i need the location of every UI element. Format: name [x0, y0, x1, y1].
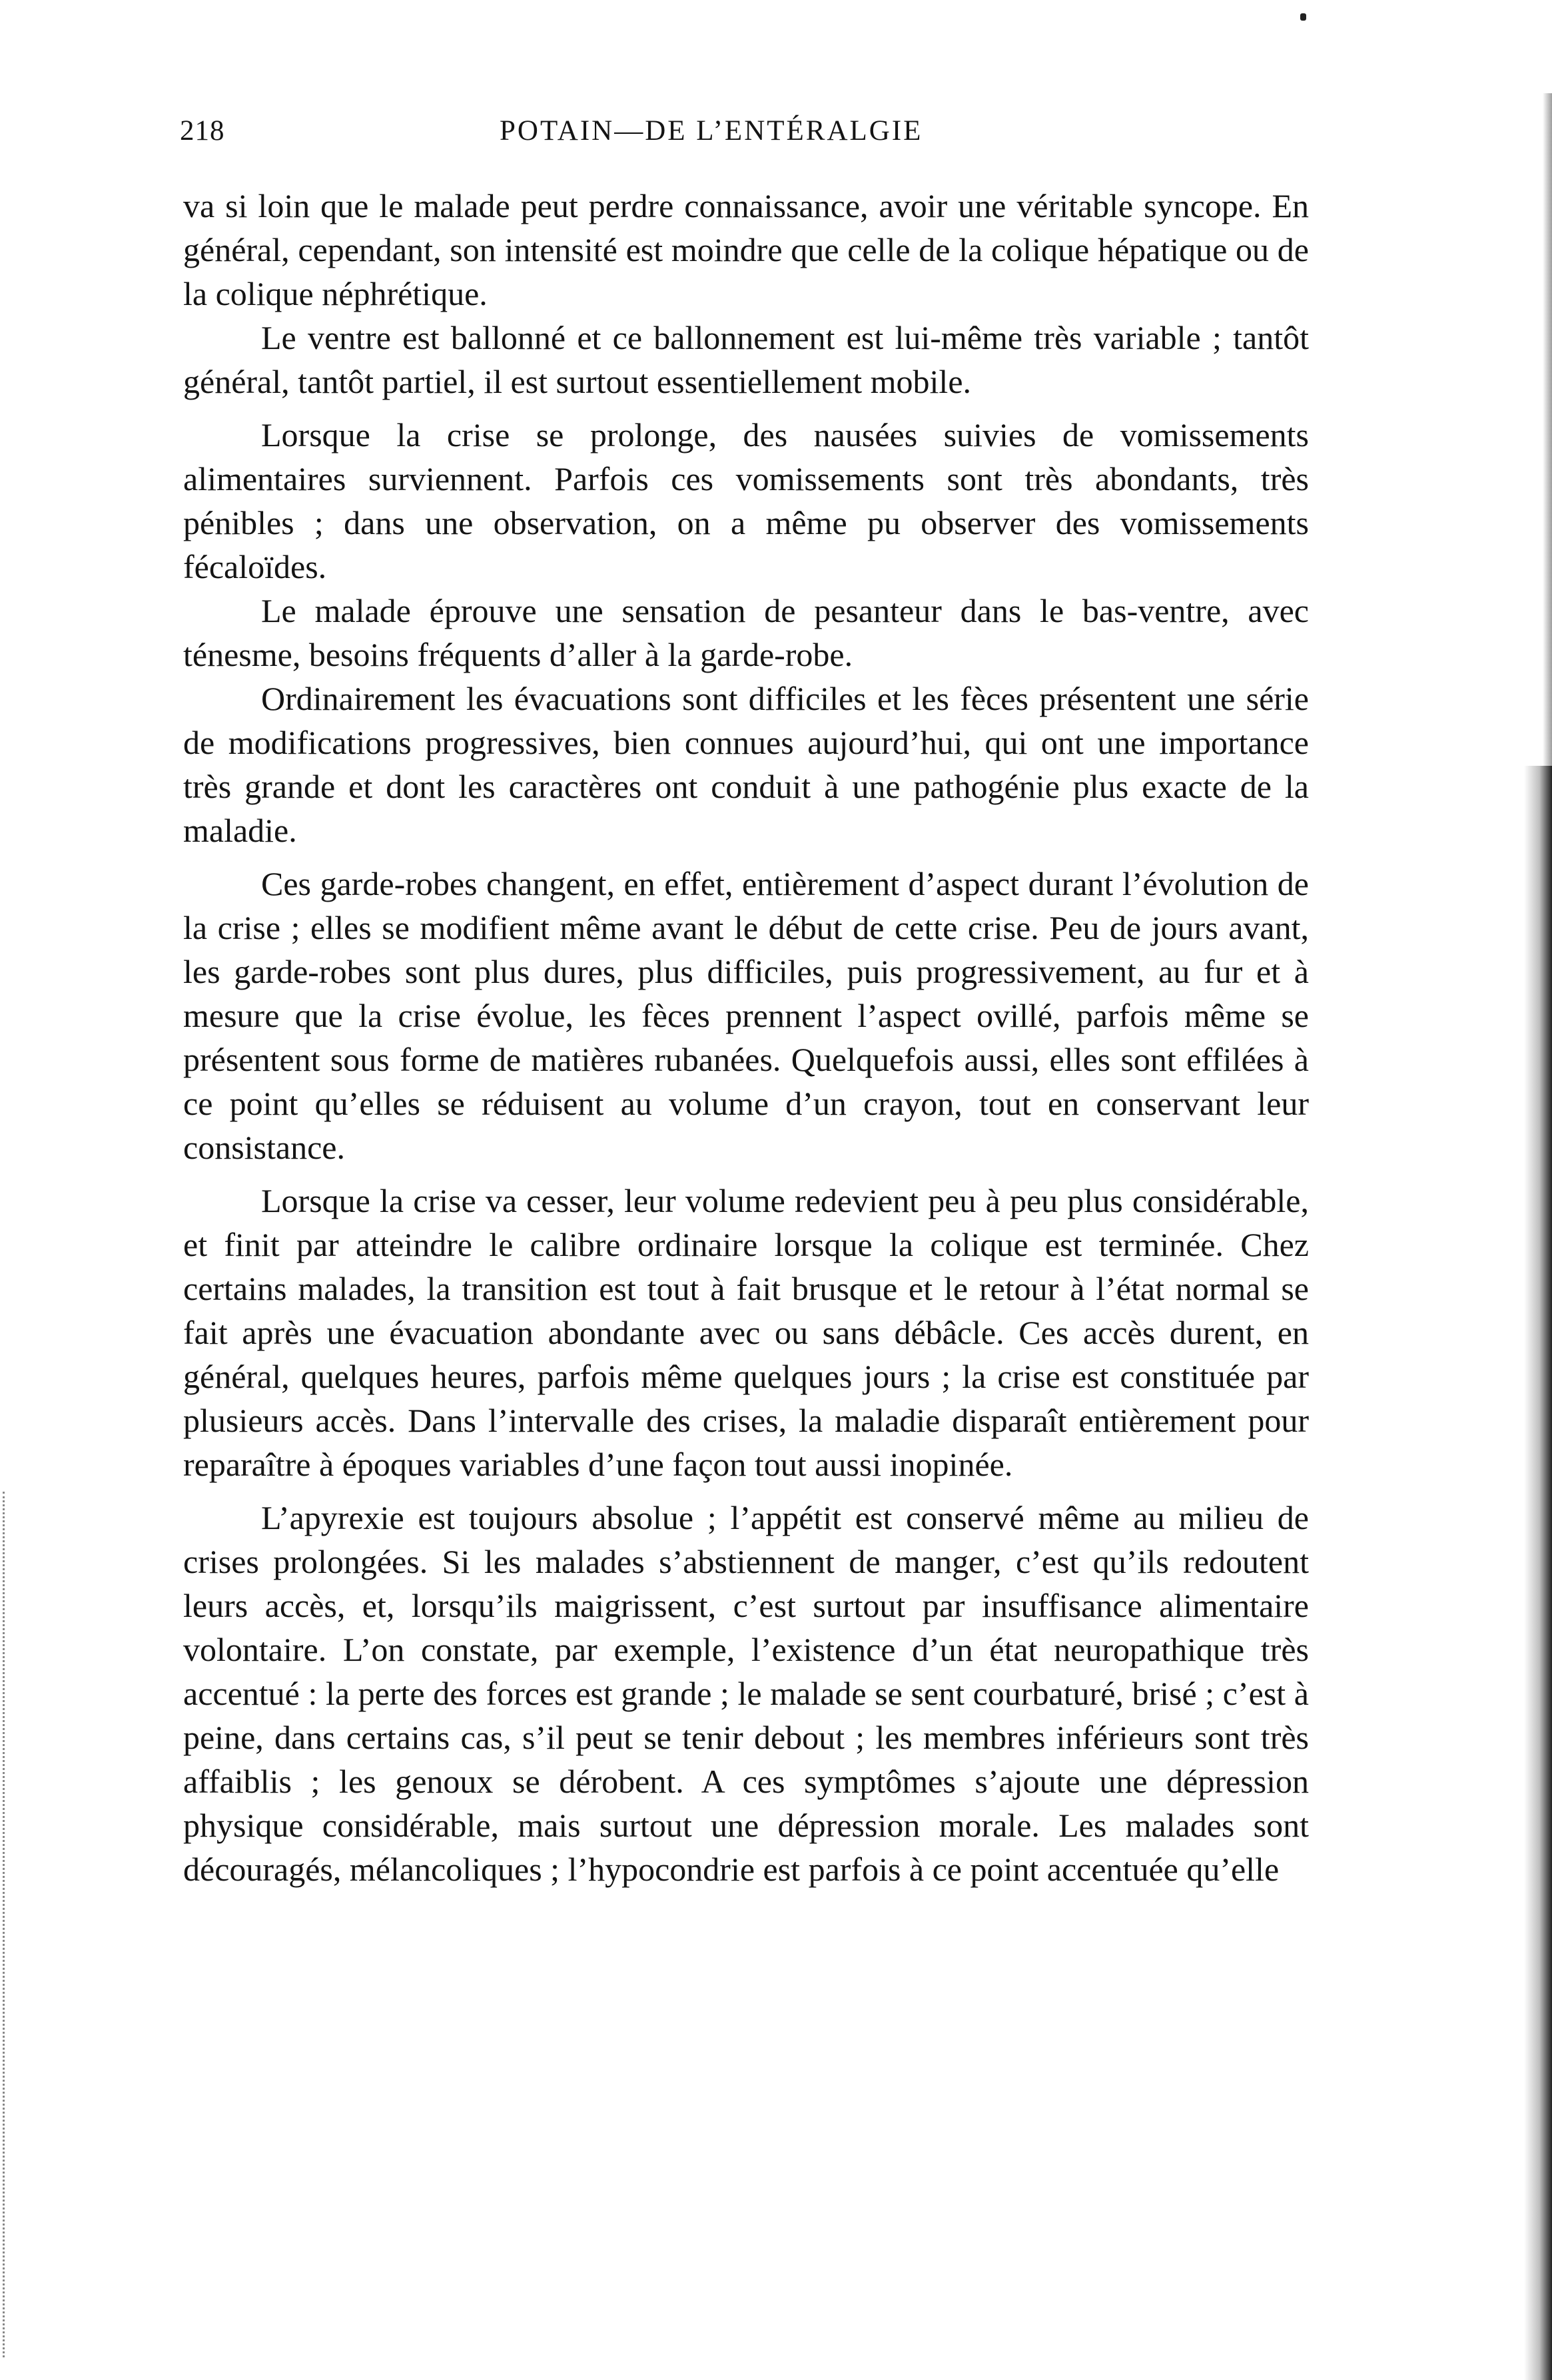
paragraph: va si loin que le malade peut perdre connaissance, avoir une véritable syncope. En général, cependant, son intensité est moindre que celle de la colique hépatique ou de la colique néphrétique. — [183, 187, 1309, 312]
body-text — [183, 184, 1309, 1891]
paragraph: Lorsque la crise va cesser, leur volume redevient peu à peu plus considérable, et finit par atteindre le calibre ordinaire lorsque la colique est terminée. Chez certains malades, la transition est tout à fait brusque et le retour à l’état normal se fait après une évacuation abondante avec ou sans débâcle. Ces accès durent, en général, quelques heures, parfois même quelques jours ; la crise est constituée par plusieurs accès. Dans l’intervalle des crises, la maladie disparaît entièrement pour reparaître à époques variables d’une façon tout aussi inopinée. — [183, 1182, 1309, 1483]
paragraph: Ces garde-robes changent, en effet, entièrement d’aspect durant l’évolution de la crise ; elles se modifient même avant le début de cette crise. Peu de jours avant, les garde-robes sont plus dures, plus difficiles, puis progressivement, au fur et à mesure que la crise évolue, les fèces prennent l’aspect ovillé, parfois même se présentent sous forme de matières rubanées. Quelquefois aussi, elles sont effilées à ce point qu’elles se réduisent au volume d’un crayon, tout en conservant leur consistance. — [183, 865, 1309, 1166]
running-head — [180, 115, 1311, 161]
page-edge-shadow — [1524, 766, 1552, 2380]
running-title: POTAIN—DE L’ENTÉRALGIE — [500, 115, 923, 147]
page-number: 218 — [180, 115, 225, 147]
paragraph: Le malade éprouve une sensation de pesanteur dans le bas-ventre, avec ténesme, besoins fréquents d’aller à la garde-robe. — [183, 592, 1309, 673]
page-edge-shadow-upper — [1543, 93, 1552, 766]
paragraph: Ordinairement les évacuations sont difficiles et les fèces présentent une série de modifications progressives, bien connues aujourd’hui, qui ont une importance très grande et dont les caractères ont conduit à une pathogénie plus exacte de la maladie. — [183, 680, 1309, 849]
ink-speck — [1300, 13, 1306, 21]
paragraph: Le ventre est ballonné et ce ballonnement est lui-même très variable ; tantôt général, tantôt partiel, il est surtout essentiellement mobile. — [183, 319, 1309, 400]
paragraph: Lorsque la crise se prolonge, des nausées suivies de vomissements alimentaires surviennent. Parfois ces vomissements sont très abondants, très pénibles ; dans une observation, on a même pu observer des vomissements fécaloïdes. — [183, 416, 1309, 585]
paragraph: L’apyrexie est toujours absolue ; l’appétit est conservé même au milieu de crises prolongées. Si les malades s’abstiennent de manger, c’est qu’ils redoutent leurs accès, et, lorsqu’ils maigrissent, c’est surtout par insuffisance alimentaire volontaire. L’on constate, par exemple, l’existence d’un état neuropathique très accentué : la perte des forces est grande ; le malade se sent courbaturé, brisé ; c’est à peine, dans certains cas, s’il peut se tenir debout ; les membres inférieurs sont très affaiblis ; les genoux se dérobent. A ces symptômes s’ajoute une dépression physique considérable, mais surtout une dépression morale. Les malades sont découragés, mélancoliques ; l’hypocondrie est parfois à ce point accentuée qu’elle — [183, 1499, 1309, 1888]
left-margin-specks — [3, 1492, 7, 2357]
